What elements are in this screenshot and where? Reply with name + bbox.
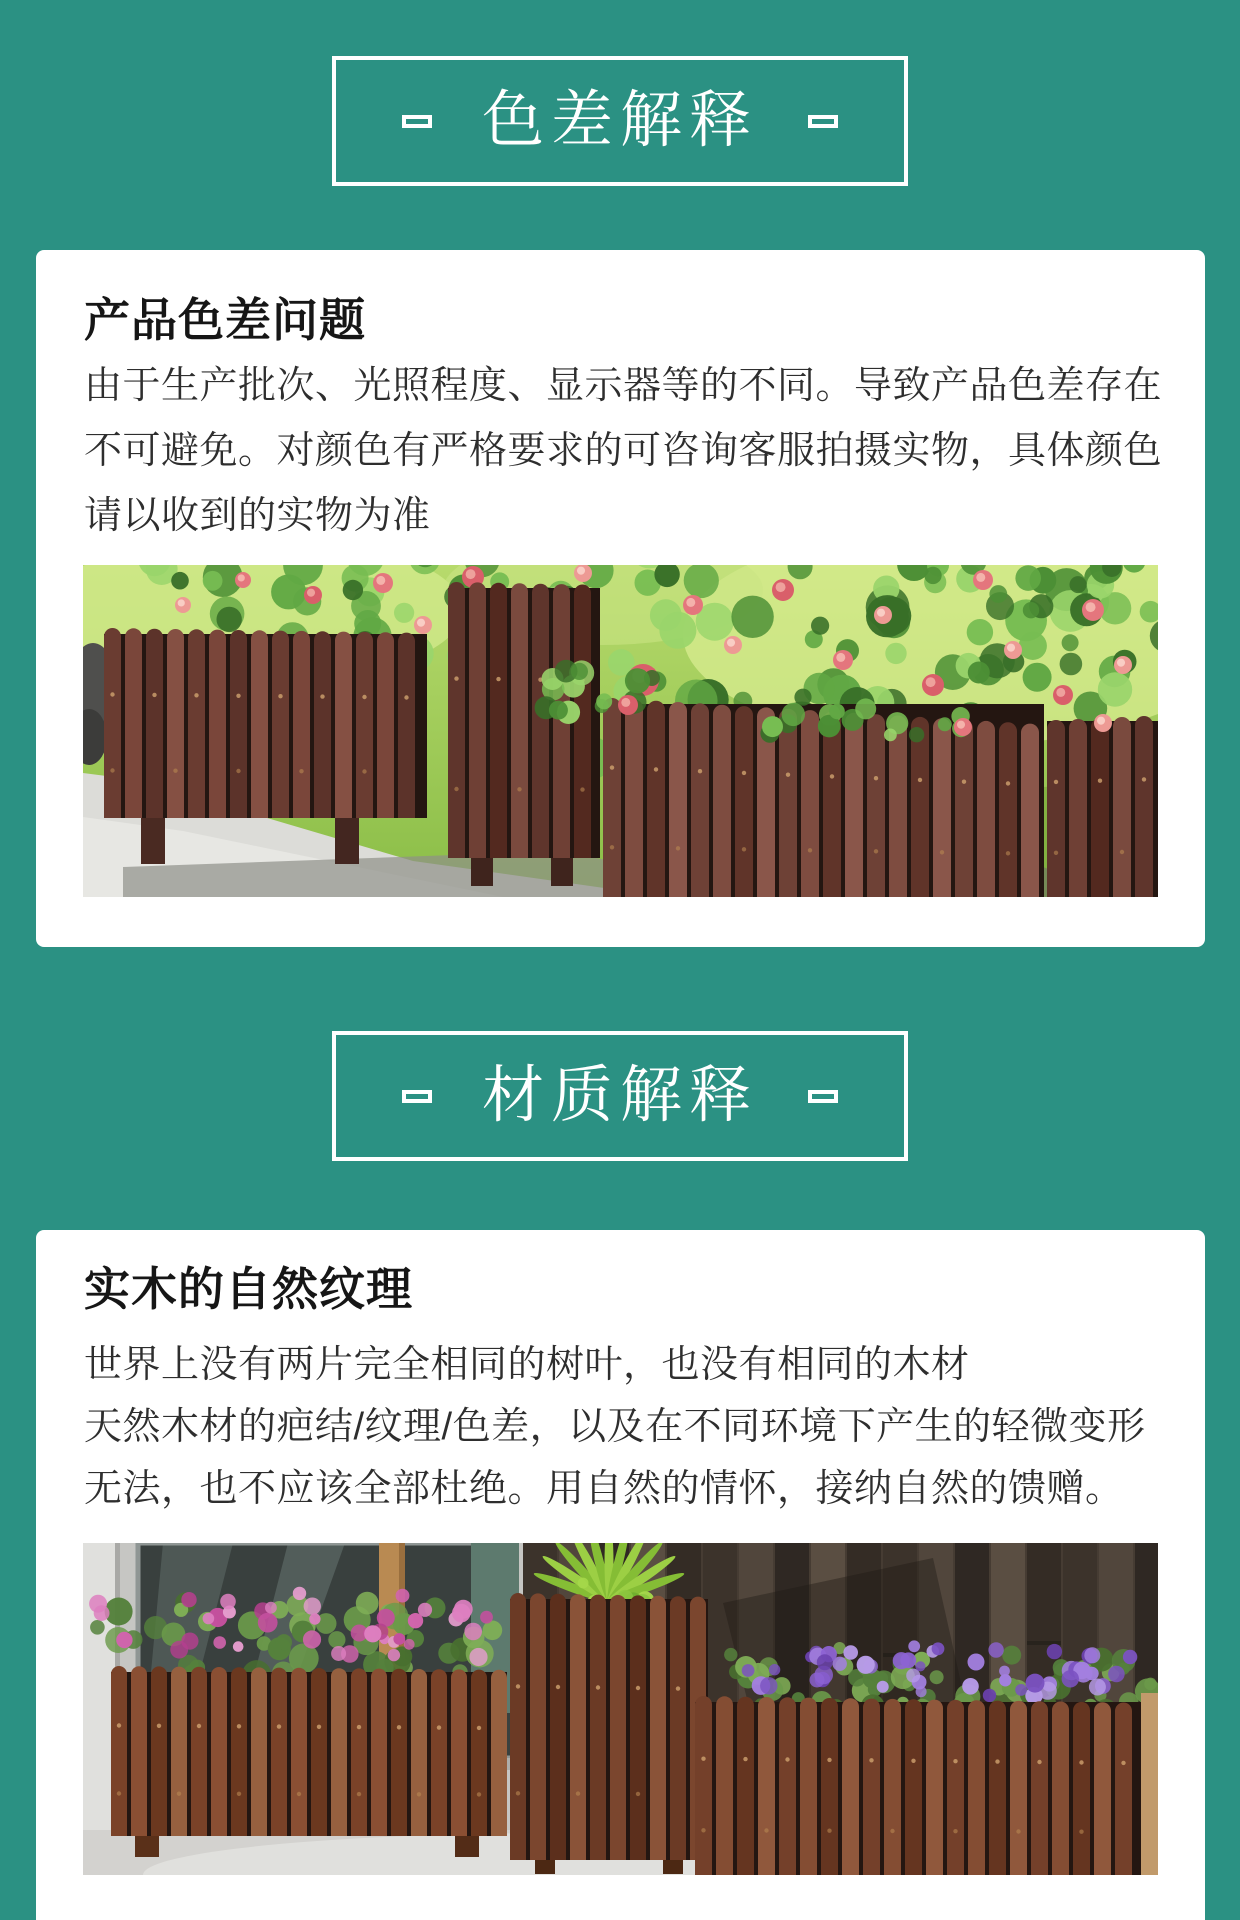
photo-garden-planters-svg — [83, 565, 1158, 897]
photo-wall-planters-svg — [83, 1543, 1158, 1875]
paragraph-line: 无法，也不应该全部杜绝。用自然的情怀，接纳自然的馈赠。 — [84, 1468, 1124, 1510]
color-diff-heading: 产品色差问题 — [84, 294, 366, 346]
material-heading: 实木的自然纹理 — [84, 1263, 413, 1315]
color-diff-card — [36, 250, 1205, 947]
paragraph-line: 世界上没有两片完全相同的树叶，也没有相同的木材 — [84, 1344, 970, 1386]
title-dash-left — [402, 1090, 432, 1103]
photo-garden-planters — [83, 565, 1158, 897]
paragraph-line: 请以收到的实物为准 — [84, 495, 431, 537]
material-card — [36, 1230, 1205, 1920]
paragraph-line: 由于生产批次、光照程度、显示器等的不同。导致产品色差存在 — [84, 365, 1163, 407]
section-title-color-diff: 色差解释 — [481, 86, 758, 155]
section-title-box-color-diff — [332, 56, 908, 186]
section-title-box-material — [332, 1031, 908, 1161]
color-diff-paragraph — [84, 354, 1162, 549]
title-dash-right — [808, 115, 838, 128]
paragraph-line: 不可避免。对颜色有严格要求的可咨询客服拍摄实物，具体颜色 — [84, 430, 1163, 472]
title-dash-right — [808, 1090, 838, 1103]
photo-wall-planters — [83, 1543, 1158, 1875]
title-dash-left — [402, 115, 432, 128]
paragraph-line: 天然木材的疤结/纹理/色差，以及在不同环境下产生的轻微变形 — [84, 1406, 1146, 1448]
section-title-material: 材质解释 — [481, 1061, 758, 1130]
material-paragraph — [84, 1334, 1146, 1520]
